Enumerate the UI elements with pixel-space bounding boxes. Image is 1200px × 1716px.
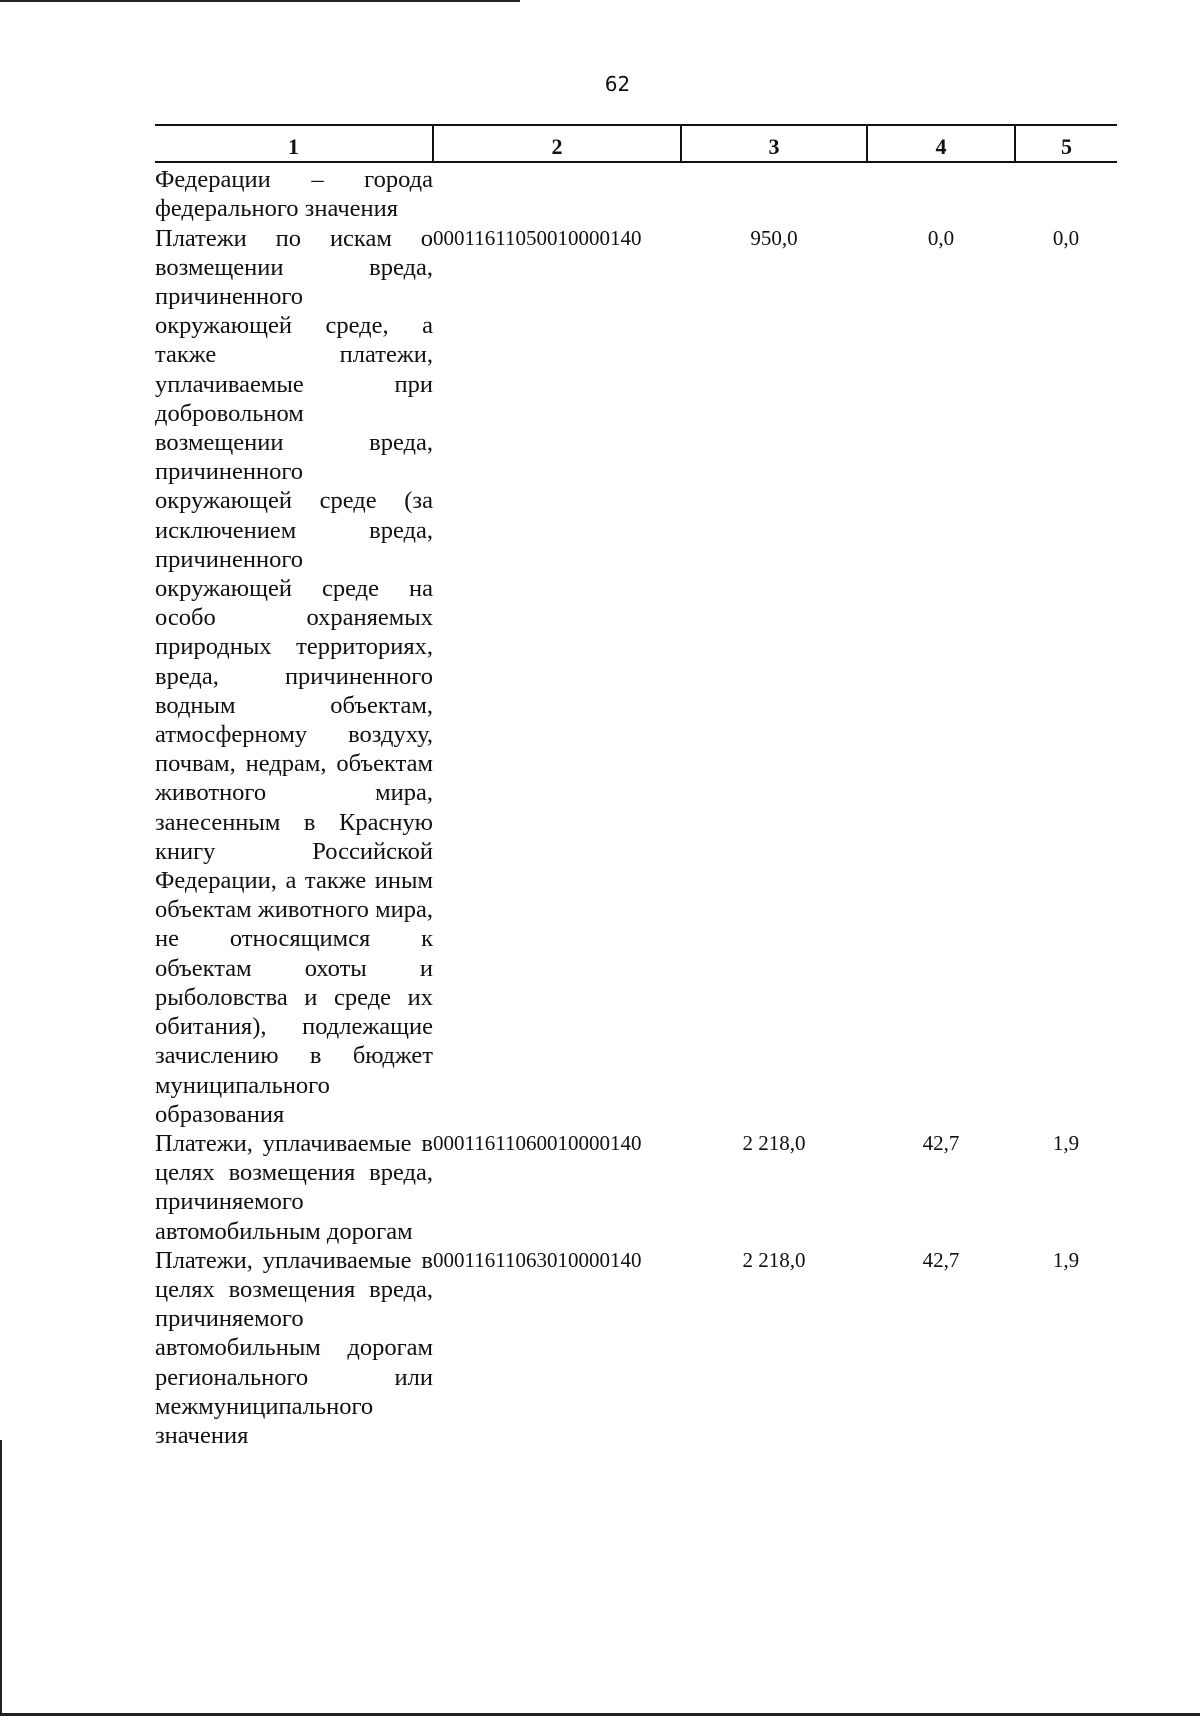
row-value-col4 [867,162,1015,223]
row-value-col3 [681,162,867,223]
row-value-col4: 42,7 [922,1247,960,1272]
row-code: 00011611063010000140 [433,1247,642,1272]
column-header: 3 [681,125,867,162]
column-header: 1 [155,125,433,162]
row-value-col5: 1,9 [1052,1247,1080,1272]
header-row [155,125,1117,162]
row-code [433,162,681,223]
column-header: 2 [433,125,681,162]
row-code: 00011611050010000140 [433,225,642,250]
column-header: 4 [867,125,1015,162]
column-header: 5 [1015,125,1117,162]
scan-edge-left [0,1440,2,1716]
table-row [155,1129,1117,1246]
row-value-col5: 1,9 [1052,1130,1080,1155]
row-value-col4: 42,7 [922,1130,960,1155]
table-row [155,162,1117,223]
row-value-col3: 2 218,0 [742,1247,806,1272]
page-number: 62 [604,72,631,96]
row-code: 00011611060010000140 [433,1130,642,1155]
row-value-col3: 950,0 [750,225,798,250]
table-row [155,1246,1117,1450]
row-value-col5 [1015,162,1117,223]
table-row [155,224,1117,1129]
row-name: Платежи, уплачиваемые в целях возмещения вреда, причиняемого автомобильным дорогам [155,1129,433,1245]
row-value-col3: 2 218,0 [742,1130,806,1155]
budget-table [155,124,1117,1450]
row-name: Платежи по искам о возмещении вреда, причиненного окружающей среде, а также платежи, уплачиваемые при добровольном возмещении вреда, причиненного окружающей среде (за исключением вреда, причиненного окружающей среде на особо охраняемых природных территориях, вреда, причиненного водным объектам, атмосферному воздуху, почвам, недрам, объектам животного мира, занесенным в Красную книгу Российской Федерации, а также иным объектам животного мира, не относящимся к объектам охоты и рыболовства и среде их обитания), подлежащие зачислению в бюджет муниципального образования [155,224,433,1128]
row-value-col5: 0,0 [1052,225,1080,250]
scan-edge-top [0,0,520,2]
row-value-col4: 0,0 [927,225,955,250]
row-name: Федерации – города федерального значения [155,166,433,223]
row-name: Платежи, уплачиваемые в целях возмещения вреда, причиняемого автомобильным дорогам регионального или межмуниципального значения [155,1246,433,1449]
